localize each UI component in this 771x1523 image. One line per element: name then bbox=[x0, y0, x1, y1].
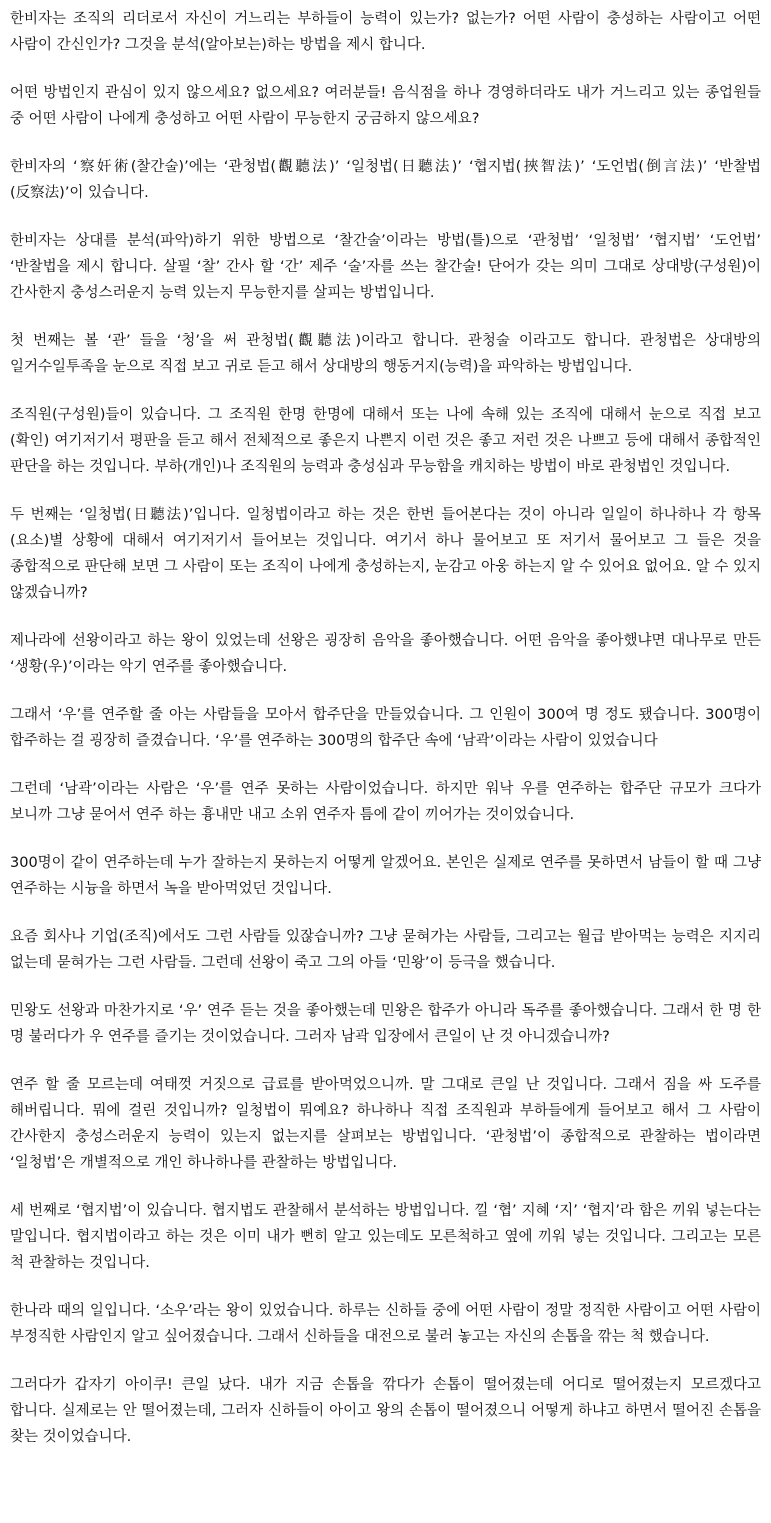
paragraph: 첫 번째는 볼 ‘관’ 들을 ‘청’을 써 관청법(觀聽法)이라고 합니다. 관청술 이라고도 합니다. 관청법은 상대방의 일거수일투족을 눈으로 직접 보고 귀로 듣고 해서 상대방의 행동거지(능력)을 파악하는 방법입니다. bbox=[10, 333, 761, 375]
paragraph: 그래서 ‘우’를 연주할 줄 아는 사람들을 모아서 합주단을 만들었습니다. 그 인원이 300여 명 정도 됐습니다. 300명이 합주하는 걸 굉장히 즐겼습니다. ‘우’를 연주하는 300명의 합주단 속에 ‘남곽’이라는 사람이 있었습니다 bbox=[10, 707, 761, 749]
paragraph: 한비자의 ‘察奸術(찰간술)’에는 ‘관청법(觀聽法)’ ‘일청법(日聽法)’ ‘협지법(挾智法)’ ‘도언법(倒言法)’ ‘반찰법(反察法)’이 있습니다. bbox=[10, 159, 761, 201]
paragraph: 세 번째로 ‘협지법’이 있습니다. 협지법도 관찰해서 분석하는 방법입니다. 낄 ‘협’ 지혜 ‘지’ ‘협지’라 함은 끼워 넣는다는 말입니다. 협지법이라고 하는 것은 이미 내가 뻔히 알고 있는데도 모른척하고 옆에 끼워 넣는 것입니다. 그리고는 모른 척 관찰하는 것입니다. bbox=[10, 1203, 761, 1271]
paragraph: 연주 할 줄 모르는데 여태껏 거짓으로 급료를 받아먹었으니까. 말 그대로 큰일 난 것입니다. 그래서 짐을 싸 도주를 해버립니다. 뭐에 걸린 것입니까? 일청법이 뭐예요? 하나하나 직접 조직원과 부하들에게 들어보고 해서 그 사람이 간사한지 충성스러운지 능력이 있는지 없는지를 살펴보는 방법입니다. ‘관청법’이 종합적으로 관찰하는 법이라면 ‘일청법’은 개별적으로 개인 하나하나를 관찰하는 방법입니다. bbox=[10, 1077, 761, 1171]
paragraph: 요즘 회사나 기업(조직)에서도 그런 사람들 있잖습니까? 그냥 묻혀가는 사람들, 그리고는 월급 받아먹는 능력은 지지리 없는데 묻혀가는 그런 사람들. 그런데 선왕이 죽고 그의 아들 ‘민왕’이 등극을 했습니다. bbox=[10, 929, 761, 971]
paragraph: 어떤 방법인지 관심이 있지 않으세요? 없으세요? 여러분들! 음식점을 하나 경영하더라도 내가 거느리고 있는 종업원들 중 어떤 사람이 나에게 충성하고 어떤 사람이 무능한지 궁금하지 않으세요? bbox=[10, 85, 761, 127]
paragraph: 민왕도 선왕과 마찬가지로 ‘우’ 연주 듣는 것을 좋아했는데 민왕은 합주가 아니라 독주를 좋아했습니다. 그래서 한 명 한 명 불러다가 우 연주를 즐기는 것이었습니다. 그러자 남곽 입장에서 큰일이 난 것 아니겠습니까? bbox=[10, 1003, 761, 1045]
paragraph: 한비자는 상대를 분석(파악)하기 위한 방법으로 ‘찰간술’이라는 방법(틀)으로 ‘관청법’ ‘일청법’ ‘협지법’ ‘도언법’ ‘반찰법을 제시 합니다. 살필 ‘찰’ 간사 할 ‘간’ 제주 ‘술’자를 쓰는 찰간술! 단어가 갖는 의미 그대로 상대방(구성원)이 간사한지 충성스러운지 능력 있는지 무능한지를 살피는 방법입니다. bbox=[10, 233, 761, 301]
paragraph: 두 번째는 ‘일청법(日聽法)’입니다. 일청법이라고 하는 것은 한번 들어본다는 것이 아니라 일일이 하나하나 각 항목(요소)별 상황에 대해서 여기저기서 들어보는 것입니다. 여기서 하나 물어보고 또 저기서 물어보고 그 들은 것을 종합적으로 판단해 보면 그 사람이 또는 조직이 나에게 충성하는지, 눈감고 아웅 하는지 알 수 있어요 없어요. 알 수 있지 않겠습니까? bbox=[10, 507, 761, 601]
paragraph: 그런데 ‘남곽’이라는 사람은 ‘우’를 연주 못하는 사람이었습니다. 하지만 워낙 우를 연주하는 합주단 규모가 크다가 보니까 그냥 묻어서 연주 하는 흉내만 내고 소위 연주자 틈에 같이 끼어가는 것이었습니다. bbox=[10, 781, 761, 823]
paragraph: 300명이 같이 연주하는데 누가 잘하는지 못하는지 어떻게 알겠어요. 본인은 실제로 연주를 못하면서 남들이 할 때 그냥 연주하는 시늉을 하면서 녹을 받아먹었던 것입니다. bbox=[10, 855, 761, 897]
paragraph: 조직원(구성원)들이 있습니다. 그 조직원 한명 한명에 대해서 또는 나에 속해 있는 조직에 대해서 눈으로 직접 보고(확인) 여기저기서 평판을 듣고 해서 전체적으로 좋은지 나쁜지 이런 것은 좋고 저런 것은 나쁘고 등에 대해서 종합적인 판단을 하는 것입니다. 부하(개인)나 조직원의 능력과 충성심과 무능함을 캐치하는 방법이 바로 관청법인 것입니다. bbox=[10, 407, 761, 475]
paragraph: 한나라 때의 일입니다. ‘소우’라는 왕이 있었습니다. 하루는 신하들 중에 어떤 사람이 정말 정직한 사람이고 어떤 사람이 부정직한 사람인지 알고 싶어졌습니다. 그래서 신하들을 대전으로 불러 놓고는 자신의 손톱을 깎는 척 했습니다. bbox=[10, 1303, 761, 1345]
paragraph: 그러다가 갑자기 아이쿠! 큰일 났다. 내가 지금 손톱을 깎다가 손톱이 떨어졌는데 어디로 떨어졌는지 모르겠다고 합니다. 실제로는 안 떨어졌는데, 그러자 신하들이 아이고 왕의 손톱이 떨어졌으니 어떻게 하냐고 하면서 떨어진 손톱을 찾는 것이었습니다. bbox=[10, 1377, 761, 1445]
paragraph: 제나라에 선왕이라고 하는 왕이 있었는데 선왕은 굉장히 음악을 좋아했습니다. 어떤 음악을 좋아했냐면 대나무로 만든 ‘생황(우)’이라는 악기 연주를 좋아했습니다. bbox=[10, 633, 761, 675]
paragraph: 한비자는 조직의 리더로서 자신이 거느리는 부하들이 능력이 있는가? 없는가? 어떤 사람이 충성하는 사람이고 어떤 사람이 간신인가? 그것을 분석(알아보는)하는 방법을 제시 합니다. bbox=[10, 11, 761, 53]
